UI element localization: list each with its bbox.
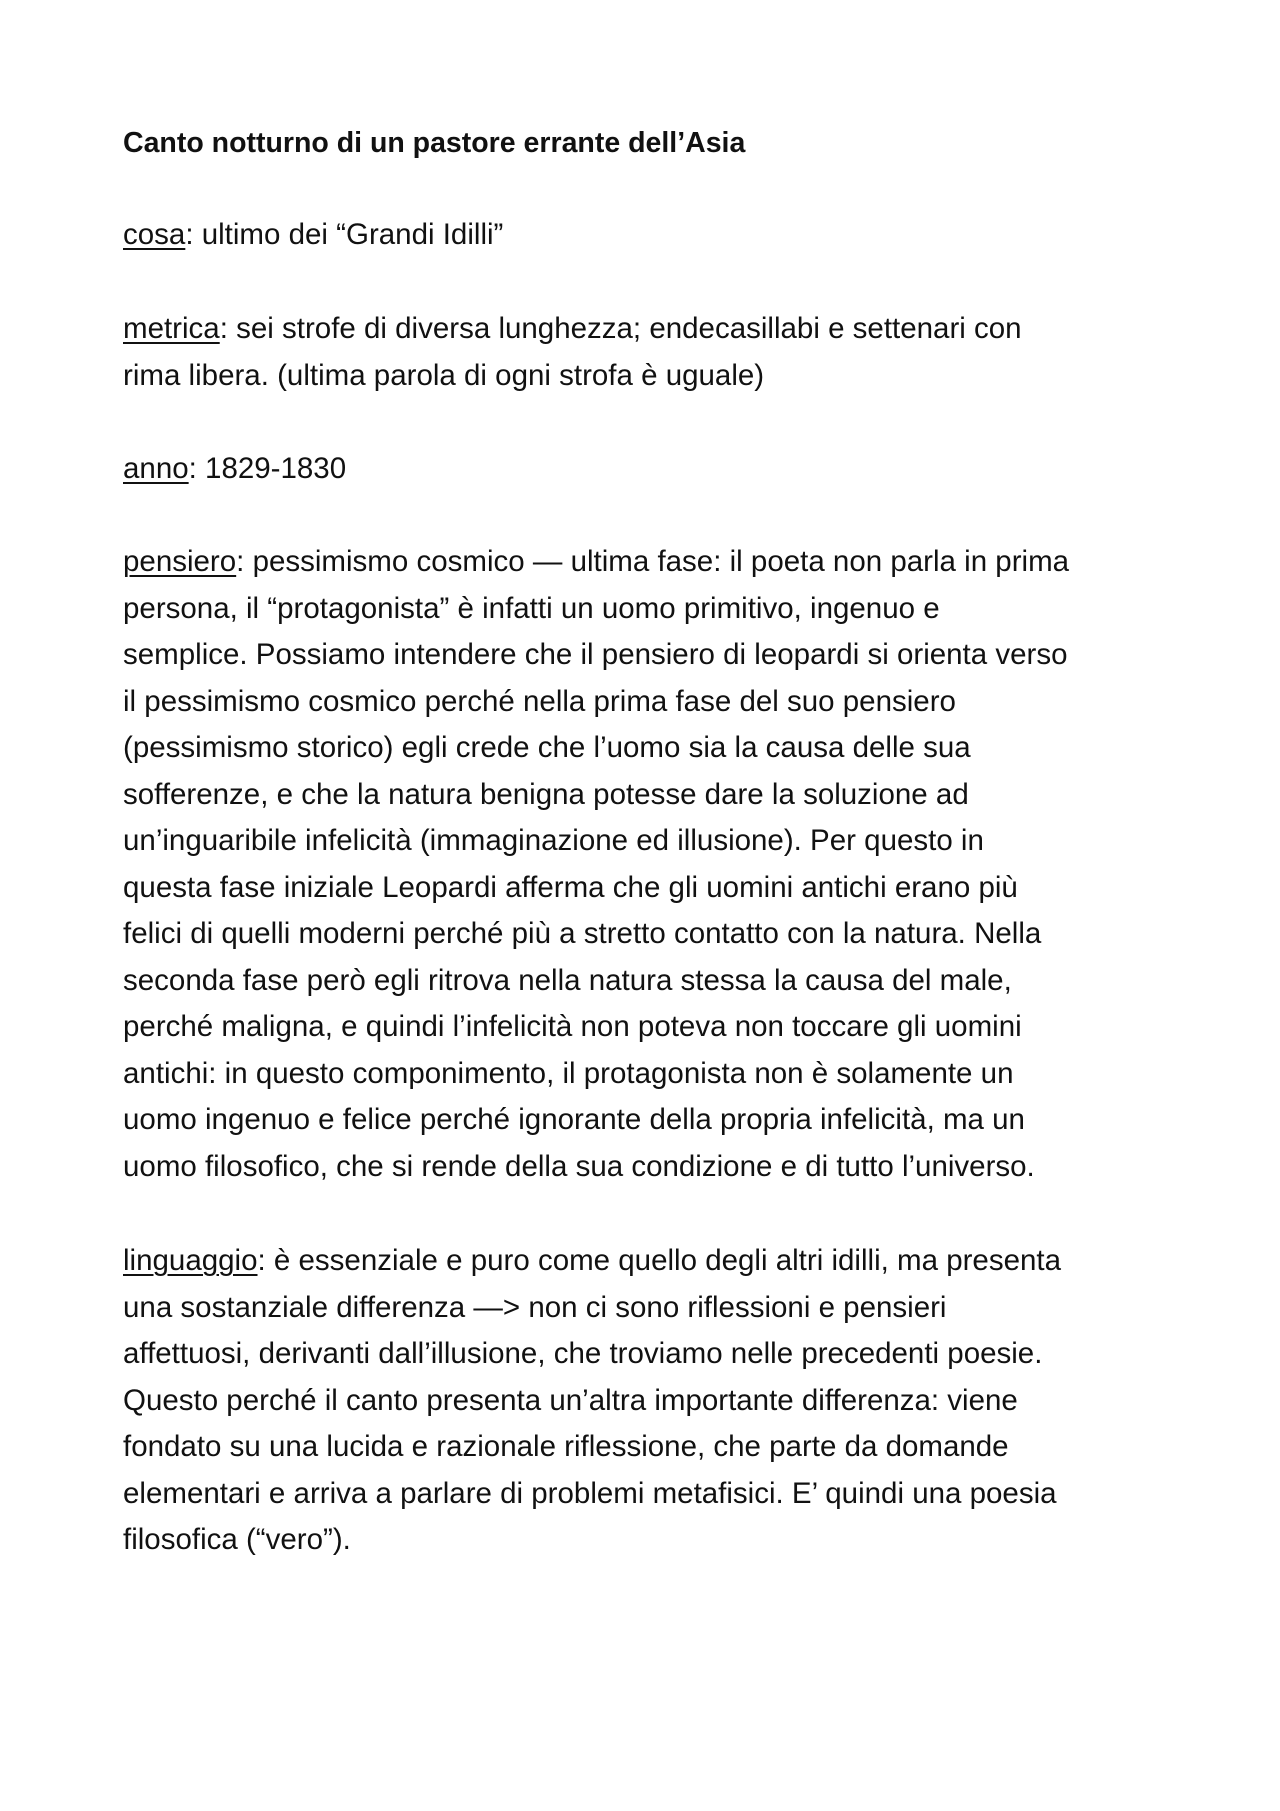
section-linguaggio [123,1238,1061,1564]
section-text: : è essenziale e puro come quello degli altri idilli, ma presenta [257,1244,1062,1277]
section-metrica [123,306,1022,399]
section-line: il pessimismo cosmico perché nella prima fase del suo pensiero [123,684,956,718]
section-line: felici di quelli moderni perché più a stretto contatto con la natura. Nella [123,917,1042,950]
section-line [123,306,1022,353]
section-line [123,539,1069,586]
section-line: filosofica (“vero”). [123,1523,351,1556]
section-line: persona, il “protagonista” è infatti un uomo primitivo, ingenuo e [123,591,940,625]
section-line: uomo ingenuo e felice perché ignorante della propria infelicità, ma un [123,1103,1025,1136]
section-line: questa fase iniziale Leopardi afferma che gli uomini antichi erano più [123,870,1018,904]
section-key: linguaggio [123,1244,258,1277]
section-line: antichi: in questo componimento, il protagonista non è solamente un [123,1056,1014,1090]
section-key: pensiero [123,545,237,578]
section-line: (pessimismo storico) egli crede che l’uomo sia la causa delle sua [123,731,971,764]
section-line: seconda fase però egli ritrova nella natura stessa la causa del male, [123,963,1012,997]
section-cosa [123,212,503,259]
section-line [123,446,346,493]
section-text: : 1829-1830 [188,452,347,485]
section-key: metrica [123,312,220,345]
section-key: cosa [123,218,186,251]
section-line: rima libera. (ultima parola di ogni strofa è uguale) [123,358,765,392]
section-line: una sostanziale differenza —> non ci sono riflessioni e pensieri [123,1290,947,1324]
section-line: affettuosi, derivanti dall’illusione, che troviamo nelle precedenti poesie. [123,1337,1043,1370]
section-text: : pessimismo cosmico — ultima fase: il poeta non parla in prima [236,545,1070,578]
section-line: sofferenze, e che la natura benigna potesse dare la soluzione ad [123,777,969,811]
section-text: : sei strofe di diversa lunghezza; endecasillabi e settenari con [219,312,1022,345]
section-line [123,1238,1061,1285]
section-anno [123,446,346,493]
document-title: Canto notturno di un pastore errante dell’Asia [123,127,746,159]
section-line: uomo filosofico, che si rende della sua condizione e di tutto l’universo. [123,1149,1035,1183]
section-line: un’inguaribile infelicità (immaginazione ed illusione). Per questo in [123,824,984,857]
section-line [123,212,503,259]
section-pensiero [123,539,1069,1190]
section-text: : ultimo dei “Grandi Idilli” [185,218,504,251]
section-line: elementari e arriva a parlare di problemi metafisici. E’ quindi una poesia [123,1476,1057,1510]
section-key: anno [123,452,189,485]
section-line: semplice. Possiamo intendere che il pensiero di leopardi si orienta verso [123,638,1068,671]
section-line: fondato su una lucida e razionale riflessione, che parte da domande [123,1430,1009,1463]
section-line: Questo perché il canto presenta un’altra importante differenza: viene [123,1383,1018,1417]
section-line: perché maligna, e quindi l’infelicità non poteva non toccare gli uomini [123,1010,1022,1043]
